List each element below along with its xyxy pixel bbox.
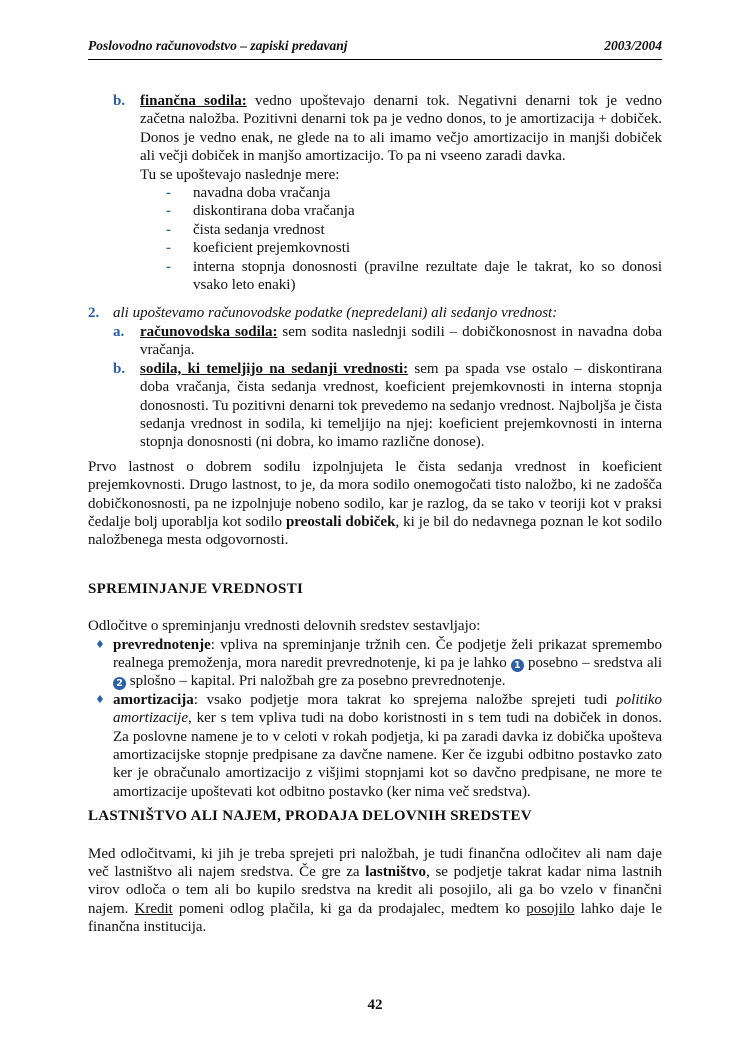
paragraph-amortizacija — [113, 691, 662, 801]
paragraph-text: : vpliva na spreminjanje tržnih cen. Če podjetje želi prikazat spremembo realnega premoženja, mora naredit prevrednotenje, ki pa je lahko — [113, 636, 662, 671]
paragraph-financna-sodila — [140, 92, 662, 166]
term-amortizacija: amortizacija — [113, 691, 194, 708]
list-item-body — [140, 92, 662, 294]
list-marker-b: b. — [113, 360, 126, 377]
document-body — [88, 60, 662, 937]
measure-item — [140, 239, 662, 257]
header-academic-year: 2003/2004 — [604, 38, 662, 53]
paragraph-text: : vsako podjetje mora takrat ko sprejema naložbe sprejeti tudi — [193, 691, 617, 708]
sub-item-a — [113, 323, 662, 360]
paragraph-text: sem sodita naslednji sodili – dobičkonosnost in navadna doba vračanja. — [140, 323, 662, 359]
bullet-item-prevrednotenje — [88, 636, 662, 691]
question-text: ali upoštevamo računovodske podatke (nepredelani) ali sedanjo vrednost: — [113, 305, 558, 322]
paragraph-lastnosti-sodil — [88, 458, 662, 550]
dash-bullet-icon: - — [166, 258, 171, 275]
page-number: 42 — [367, 997, 383, 1013]
diamond-bullet-icon: ♦ — [95, 692, 105, 706]
term-preostali-dobicek: preostali dobiček — [285, 513, 396, 530]
measure-label: interna stopnja donosnosti (pravilne rezultate daje le takrat, ko so donosi vsako leto enaki) — [193, 258, 662, 294]
measure-label: diskontirana doba vračanja — [193, 203, 355, 220]
term-prevrednotenje: prevrednotenje — [113, 636, 211, 653]
bullet-item-body — [113, 691, 662, 801]
measure-item — [140, 184, 662, 202]
paragraph-text: sem pa spada vse ostalo – diskontirana doba vračanja, čista sedanja vrednost, koeficient prejemkovnosti in interna stopnja donosnosti. Tu pozitivni denarni tok prevedemo na sedanjo vrednost. Najboljša je čista sedanja vrednost in sodila, ki temeljijo na njej: koeficient prejemkovnosti in interna stopnja donosnosti (ni dobra, ko imamo različne donose). — [140, 360, 662, 451]
measure-item — [140, 258, 662, 295]
bullet-item-amortizacija — [88, 691, 662, 801]
paragraph-text: pomeni odlog plačila, ki ga da prodajalec, medtem ko — [172, 900, 527, 917]
numbered-item-2 — [88, 304, 662, 451]
paragraph-text: vedno upoštevajo denarni tok. Negativni denarni tok je vedno začetna naložba. Pozitivni denarni tok pa je vedno donos, to je amortizacija + dobiček. Donos je vedno enak, ne glede na to ali imamo večjo amortizacijo in manjši dobiček ali večji dobiček in manjšo amortizacijo. To pa ni vseeno zaradi davka. — [140, 93, 663, 165]
dash-bullet-icon: - — [166, 221, 171, 238]
page-header — [88, 38, 662, 60]
term-kredit: Kredit — [134, 900, 173, 917]
paragraph-text: , se podjetje takrat kadar nima lastnih virov odloča o tem ali bo kupilo sredstva na kredit ali posojilo, ali ga bo vzelo v finančni najem. — [88, 864, 662, 917]
paragraph-text: , ker s tem vpliva tudi na dobo koristnosti in s tem tudi na dobiček in donos. Za poslovne namene je to v celoti v rokah podjetja, ki pa zaradi davka iz dobička upošteva amortizacijske stopnje predpisane za davčne namene. Ker če izgubi odbitno postavko zato ker je obračunalo amortizacijo z višjimi stopnjami kot so davčno predpisane, ne more te amortizacije upoštevati kot odbitno postavko (ker nima več sredstva). — [113, 710, 662, 800]
measure-label: čista sedanja vrednost — [193, 221, 325, 238]
term-racunovodska-sodila: računovodska sodila: — [140, 323, 278, 340]
diamond-bullet-icon: ♦ — [95, 637, 105, 651]
paragraph-text: lahko daje le finančna institucija. — [88, 900, 662, 936]
paragraph-text: splošno – kapital. Pri naložbah gre za posebno prevrednotenje. — [126, 673, 506, 690]
list-marker-a: a. — [113, 323, 125, 340]
section-heading-spreminjanje-vrednosti: SPREMINJANJE VREDNOSTI — [88, 580, 304, 597]
measure-label: koeficient prejemkovnosti — [193, 240, 351, 257]
paragraph-text: posebno – sredstva ali — [523, 654, 663, 671]
dash-bullet-icon: - — [166, 185, 171, 202]
term-sodila-sedanja-vrednost: sodila, ki temeljijo na sedanji vrednosti: — [140, 360, 409, 377]
list-item-financna-sodila — [88, 92, 662, 294]
list-item-body — [113, 304, 662, 451]
dash-bullet-icon: - — [166, 240, 171, 257]
dash-bullet-icon: - — [166, 203, 171, 220]
paragraph-prevrednotenje — [113, 636, 662, 691]
paragraph-text: Med odločitvami, ki jih je treba sprejeti pri naložbah, je tudi finančna odločitev ali nam daje več lastništvo ali najem sredstva. Če gre za — [88, 845, 662, 881]
term-financna-sodila: finančna sodila: — [140, 93, 247, 109]
sub-item-body — [140, 323, 662, 360]
measure-label: navadna doba vračanja — [193, 185, 331, 202]
measures-intro: Tu se upoštevajo naslednje mere: — [140, 166, 340, 183]
section-heading-lastnistvo-ali-najem: LASTNIŠTVO ALI NAJEM, PRODAJA DELOVNIH SREDSTEV — [88, 808, 532, 825]
list-marker-b: b. — [113, 93, 126, 109]
bullet-item-body — [113, 636, 662, 691]
measure-item — [140, 221, 662, 239]
term-posojilo: posojilo — [526, 900, 575, 917]
header-course-title: Poslovodno računovodstvo – zapiski predavanj — [88, 38, 348, 53]
list-marker-2: 2. — [88, 305, 100, 322]
circled-1-icon: 1 — [511, 659, 524, 672]
paragraph-odlocitve-intro: Odločitve o spreminjanju vrednosti delovnih sredstev sestavljajo: — [88, 618, 481, 635]
paragraph-lastnistvo — [88, 845, 662, 937]
paragraph-racunovodska-sodila — [140, 323, 662, 360]
sub-item-body — [140, 360, 662, 452]
term-politika-amortizacije: politiko amortizacije — [113, 691, 662, 727]
paragraph-text: Prvo lastnost o dobrem sodilu izpolnjujeta le čista sedanja vrednost in koeficient prejemkovnosti. Drugo lastnost, to je, da mora sodilo onemogočati tisto naložbo, ki ne zadošča dobičkonosnosti, pa ne izpolnjuje nobeno sodilo, kar je razlog, da se tako v teoriji kot v praksi čedalje bolj uporablja kot sodilo — [88, 458, 662, 530]
measure-item — [140, 202, 662, 220]
term-lastnistvo: lastništvo — [365, 864, 427, 881]
circled-2-icon: 2 — [113, 677, 126, 690]
paragraph-text: , ki je bil do nedavnega poznan le kot sodilo naložbenega mesta odgovornosti. — [88, 513, 662, 549]
paragraph-sodila-sedanja-vrednost — [140, 360, 662, 452]
sub-item-b — [113, 360, 662, 452]
